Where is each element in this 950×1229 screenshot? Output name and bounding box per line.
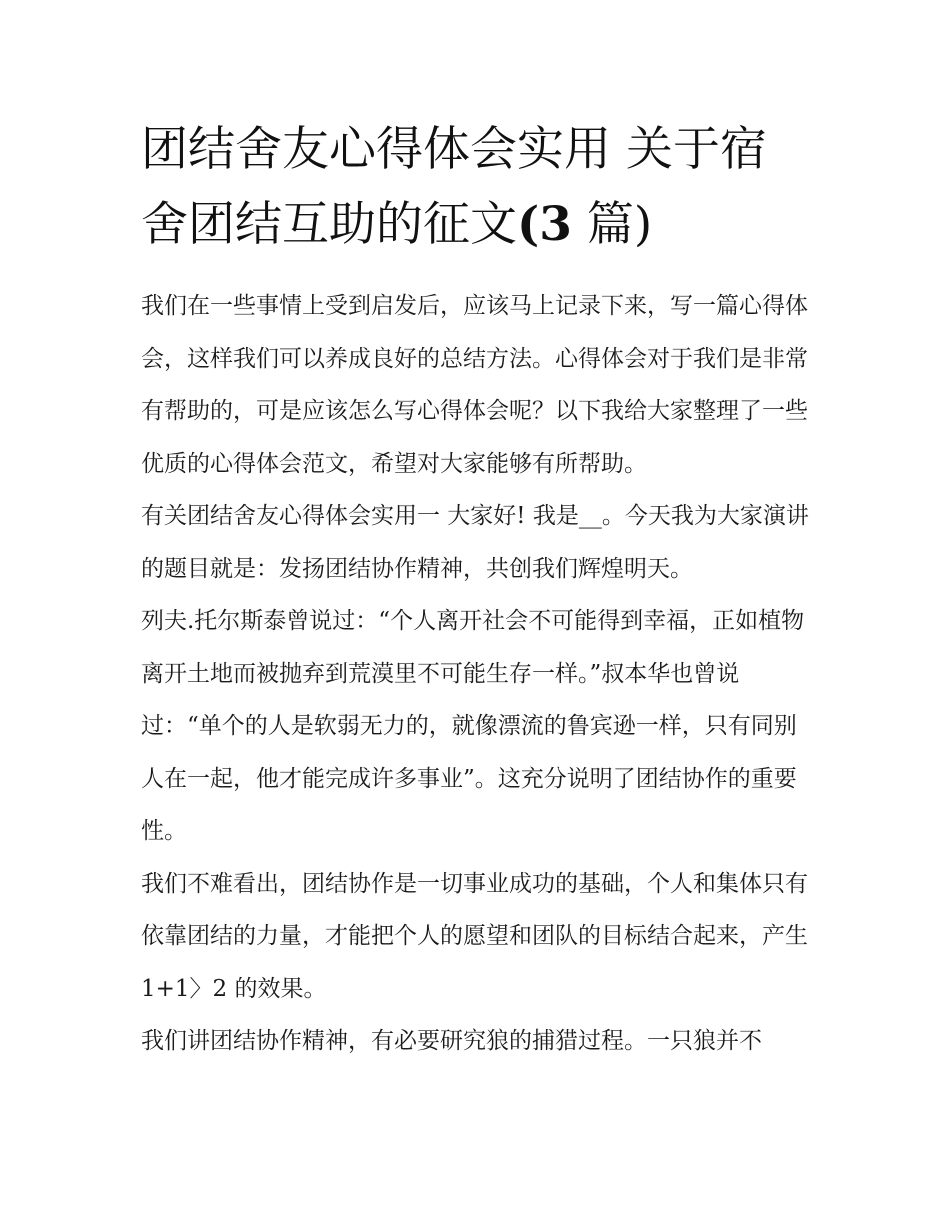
paragraph-wolf-hunting: 我们讲团结协作精神，有必要研究狼的捕猎过程。一只狼并不 [141, 1028, 762, 1054]
paragraph-speech-opening: 有关团结舍友心得体会实用一 大家好! 我是__。今天我为大家演讲的题目就是：发扬团结协作精神，共创我们辉煌明天。 [141, 503, 809, 582]
paragraph-intro: 我们在一些事情上受到启发后，应该马上记录下来，写一篇心得体会，这样我们可以养成良好的总结方法。心得体会对于我们是非常有帮助的，可是应该怎么写心得体会呢？以下我给大家整理了一些优质的心得体会范文，希望对大家能够有所帮助。 [141, 293, 808, 477]
paragraph-teamwork-basis: 我们不难看出，团结协作是一切事业成功的基础，个人和集体只有依靠团结的力量，才能把个人的愿望和团队的目标结合起来，产生 1+1〉2 的效果。 [141, 870, 808, 1002]
document-body [141, 112, 813, 1068]
title-text: 团结舍友心得体会实用 关于宿舍团结互助的征文 [141, 122, 767, 252]
paragraph-quotes: 列夫.托尔斯泰曾说过：“个人离开社会不可能得到幸福，正如植物离开土地而被抛弃到荒漠里不可能生存一样。”叔本华也曾说过：“单个的人是软弱无力的，就像漂流的鲁宾逊一样，只有同别人在一起，他才能完成许多事业”。这充分说明了团结协作的重要性。 [141, 608, 805, 844]
title-suffix: 篇) [571, 197, 653, 252]
document-title [141, 112, 813, 262]
title-count: (3 [517, 197, 572, 252]
